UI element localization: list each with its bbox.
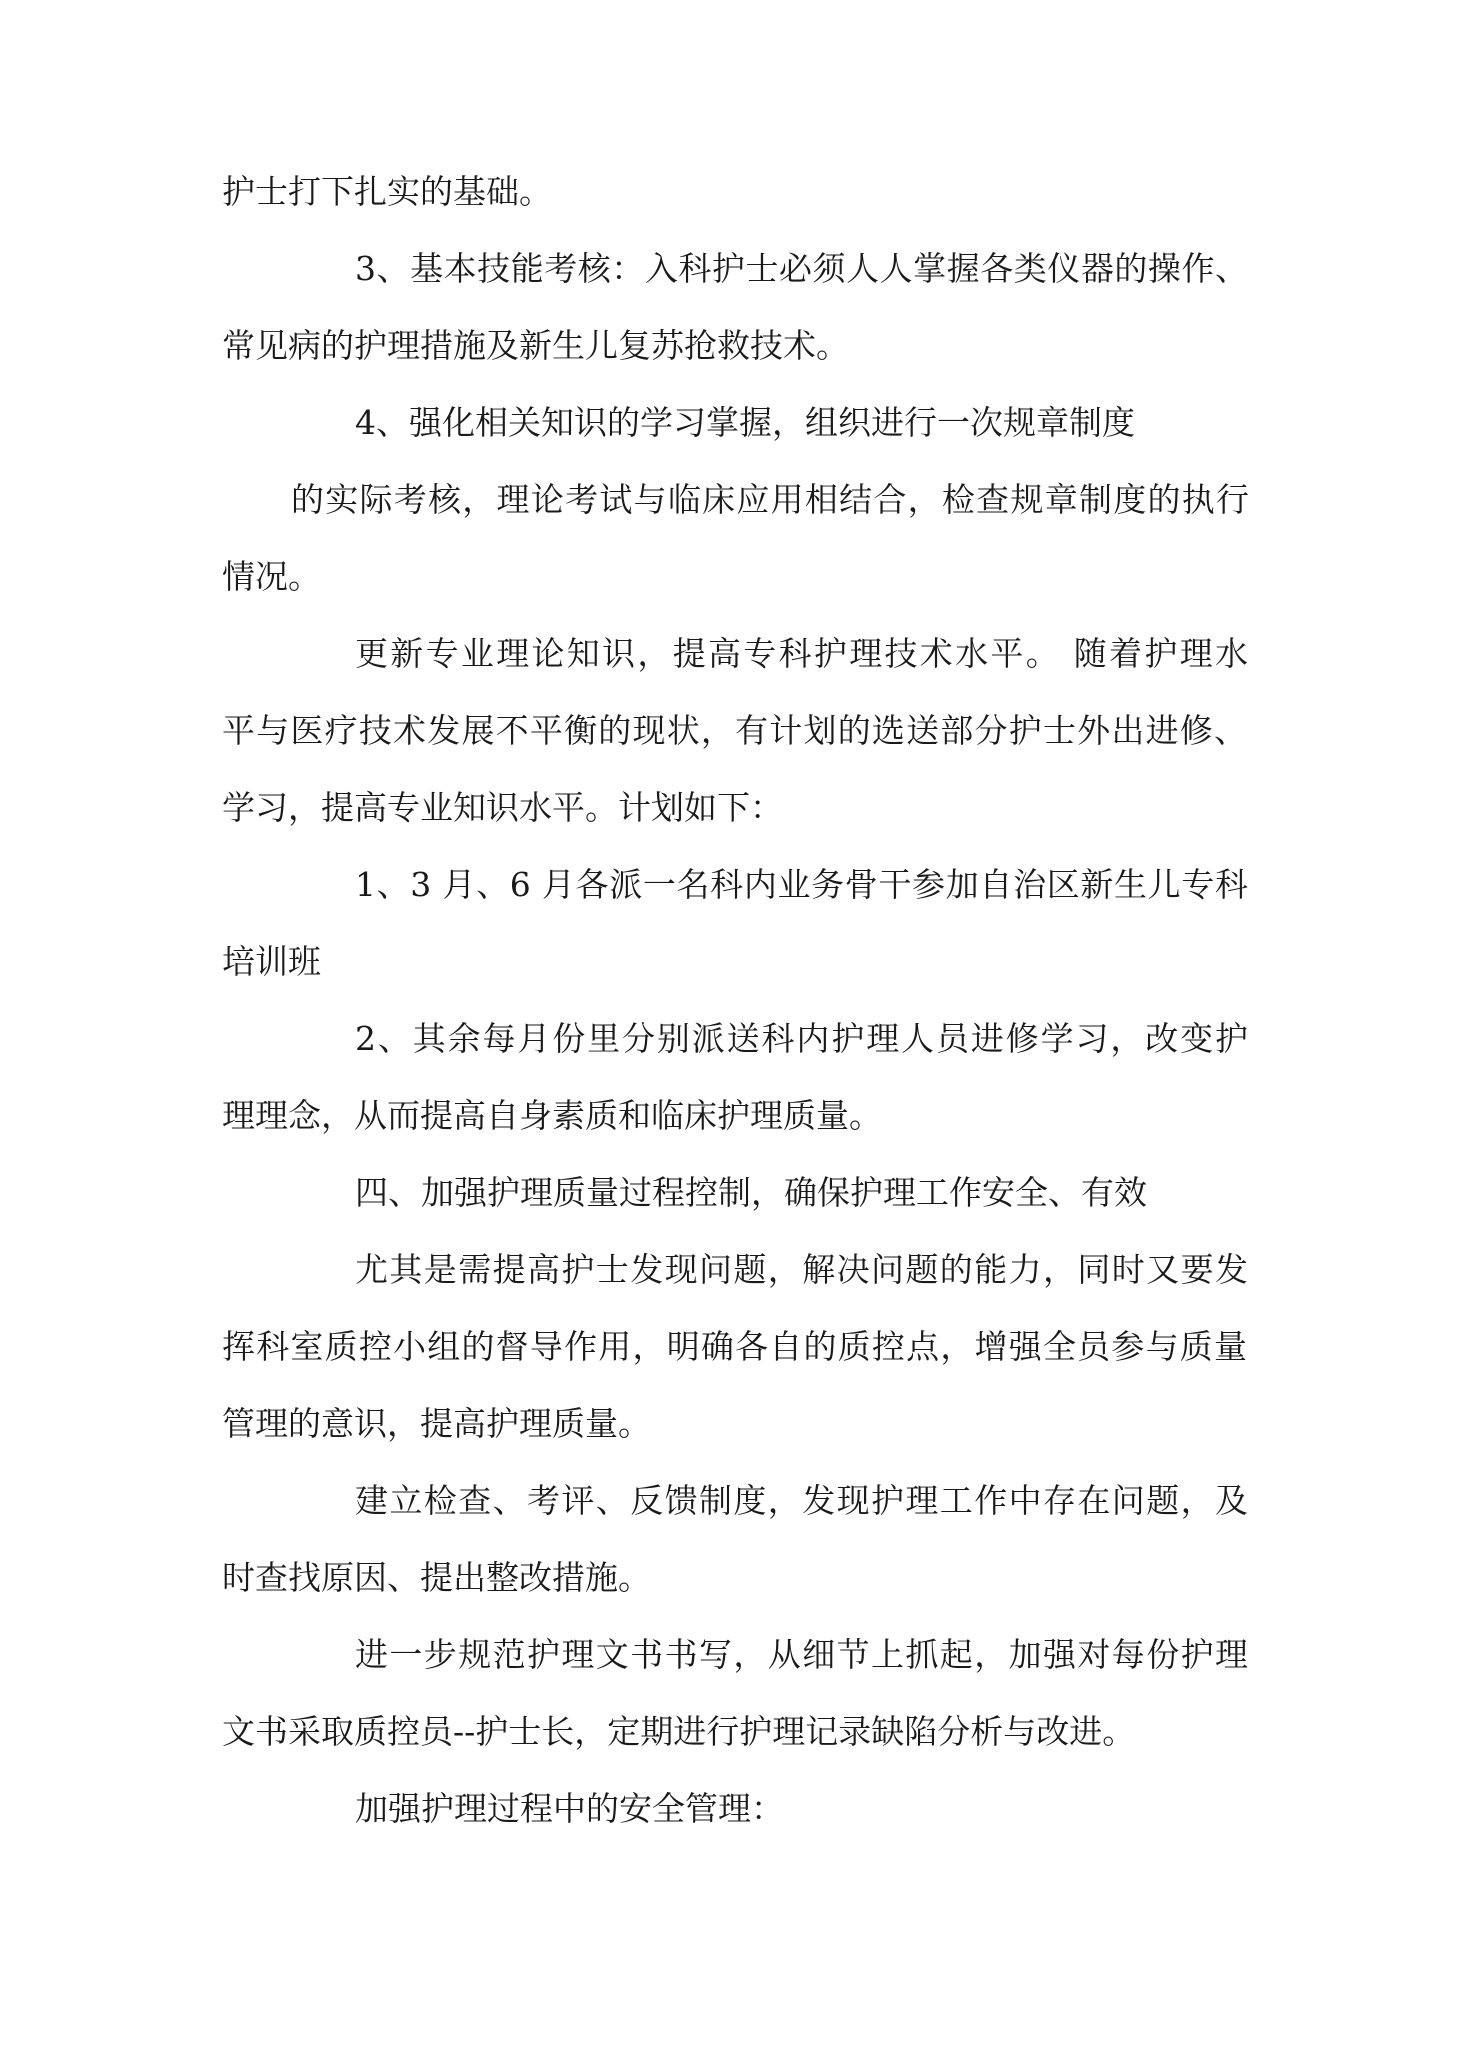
text-line-14: 四、加强护理质量过程控制，确保护理工作安全、有效 [355,1173,1147,1212]
text-line-16: 挥科室质控小组的督导作用，明确各自的质控点，增强全员参与质量 [222,1327,1247,1366]
text-line-21: 文书采取质控员--护士长，定期进行护理记录缺陷分析与改进。 [222,1712,1136,1751]
text-line-19: 时查找原因、提出整改措施。 [222,1558,651,1597]
text-line-2: 3、基本技能考核：入科护士必须人人掌握各类仪器的操作、 [355,249,1248,288]
text-line-20: 进一步规范护理文书书写，从细节上抓起，加强对每份护理 [355,1635,1248,1674]
text-line-5: 的实际考核，理论考试与临床应用相结合，检查规章制度的执行 [291,480,1249,519]
text-line-3: 常见病的护理措施及新生儿复苏抢救技术。 [222,326,849,365]
text-line-13: 理理念，从而提高自身素质和临床护理质量。 [222,1096,882,1135]
text-line-17: 管理的意识，提高护理质量。 [222,1404,651,1443]
text-line-4: 4、强化相关知识的学习掌握，组织进行一次规章制度 [355,403,1135,442]
text-line-11: 培训班 [222,942,321,981]
text-line-8: 平与医疗技术发展不平衡的现状，有计划的选送部分护士外出进修、 [222,711,1247,750]
text-line-15: 尤其是需提高护士发现问题，解决问题的能力，同时又要发 [355,1250,1248,1289]
text-line-12: 2、其余每月份里分别派送科内护理人员进修学习，改变护 [355,1019,1248,1058]
text-line-6: 情况。 [222,557,321,596]
text-line-9: 学习，提高专业知识水平。计划如下： [222,788,783,827]
text-line-7: 更新专业理论知识，提高专科护理技术水平。 随着护理水 [355,634,1248,673]
text-line-10: 1、3 月、6 月各派一名科内业务骨干参加自治区新生儿专科 [355,865,1248,904]
text-line-1: 护士打下扎实的基础。 [222,172,552,211]
text-line-18: 建立检查、考评、反馈制度，发现护理工作中存在问题，及 [355,1481,1248,1520]
text-line-22: 加强护理过程中的安全管理： [355,1789,784,1828]
